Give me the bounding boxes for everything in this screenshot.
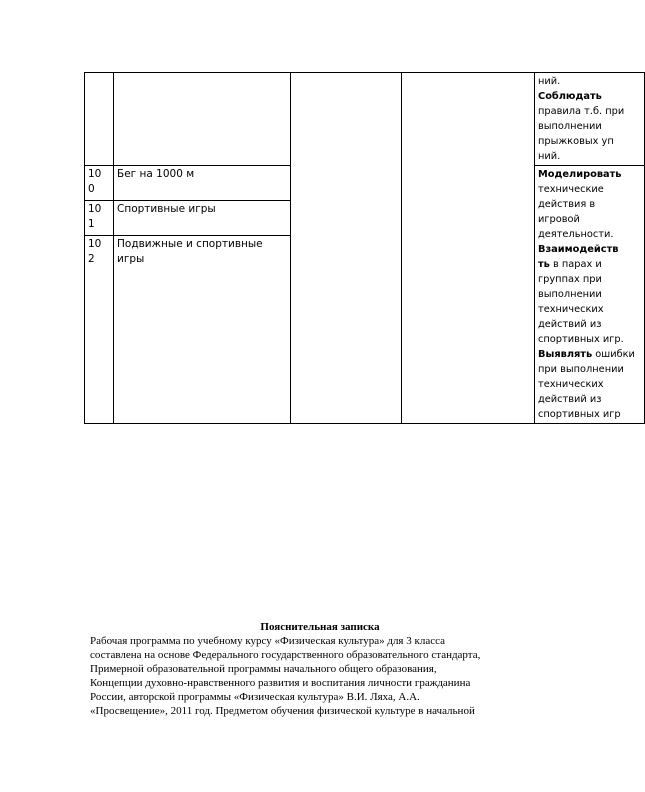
activity-line: ть в парах и bbox=[538, 259, 602, 270]
lesson-topic: Бег на 1000 м bbox=[114, 166, 291, 201]
activity-line: технических bbox=[538, 379, 604, 390]
activity-line: технические bbox=[538, 184, 604, 195]
lesson-number: 10 0 bbox=[85, 166, 114, 201]
empty-cell bbox=[402, 73, 535, 424]
activity-line: Взаимодейств bbox=[538, 244, 619, 255]
activity-line: действий из bbox=[538, 319, 602, 330]
empty-cell bbox=[291, 73, 402, 424]
note-line: составлена на основе Федерального государственного образовательного стандарта, bbox=[90, 649, 481, 661]
lesson-topic: Подвижные и спортивные игры bbox=[114, 235, 291, 423]
lesson-topic: Спортивные игры bbox=[114, 200, 291, 235]
activity-line: технических bbox=[538, 304, 604, 315]
activities-cell-top bbox=[535, 73, 645, 166]
note-line: Примерной образовательной программы начального общего образования, bbox=[90, 663, 437, 675]
table-row bbox=[85, 73, 645, 166]
activity-line: спортивных игр bbox=[538, 409, 621, 420]
activities-cell-bottom bbox=[535, 166, 645, 424]
activity-line: при выполнении bbox=[538, 364, 624, 375]
activity-line: ний. bbox=[538, 151, 561, 162]
activity-line: действий из bbox=[538, 394, 602, 405]
lesson-topic bbox=[114, 73, 291, 166]
activity-line: игровой bbox=[538, 214, 580, 225]
activity-line: деятельности. bbox=[538, 229, 614, 240]
note-line: «Просвещение», 2011 год. Предметом обучения физической культуре в начальной bbox=[90, 705, 475, 717]
activity-line: ний. bbox=[538, 76, 561, 87]
activity-line: группах при bbox=[538, 274, 602, 285]
note-title: Пояснительная записка bbox=[260, 621, 380, 633]
lesson-number: 10 2 bbox=[85, 235, 114, 423]
note-line: Рабочая программа по учебному курсу «Физическая культура» для 3 класса bbox=[90, 635, 445, 647]
note-line: Концепции духовно-нравственного развития и воспитания личности гражданина bbox=[90, 677, 471, 689]
lesson-table bbox=[84, 72, 635, 420]
activity-line: Соблюдать bbox=[538, 91, 602, 102]
activity-line: правила т.б. при bbox=[538, 106, 625, 117]
activity-line: выполнении bbox=[538, 121, 602, 132]
activity-line: прыжковых уп bbox=[538, 136, 614, 147]
activity-line: действия в bbox=[538, 199, 596, 210]
activity-line: Моделировать bbox=[538, 169, 622, 180]
activity-line: Выявлять ошибки bbox=[538, 349, 635, 360]
lesson-number: 10 1 bbox=[85, 200, 114, 235]
lesson-number bbox=[85, 73, 114, 166]
activity-line: спортивных игр. bbox=[538, 334, 624, 345]
note-line: России, авторской программы «Физическая культура» В.И. Ляха, А.А. bbox=[90, 691, 420, 703]
activity-line: выполнении bbox=[538, 289, 602, 300]
explanatory-note bbox=[90, 620, 530, 718]
